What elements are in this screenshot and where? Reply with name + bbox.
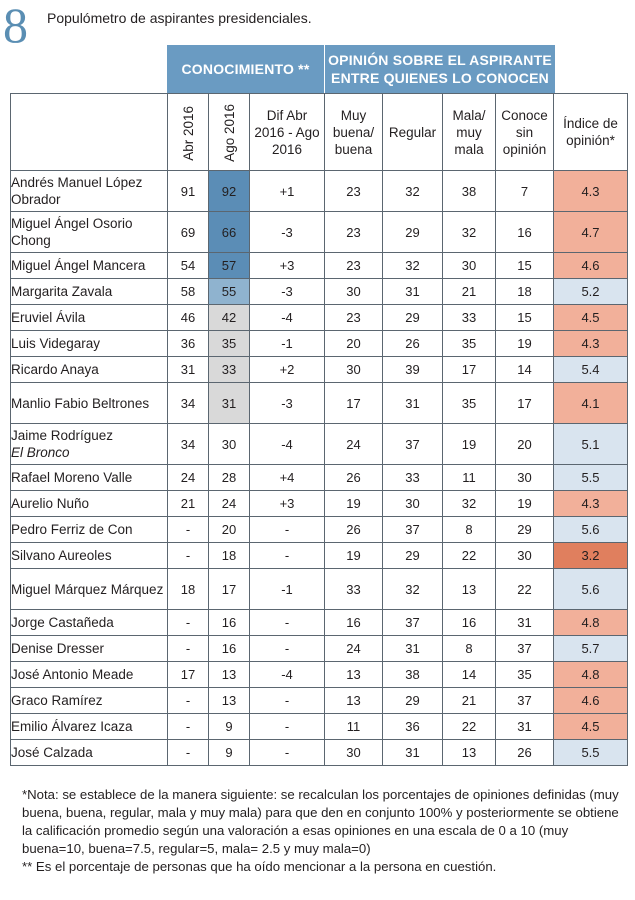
cell-regular: 36 (383, 714, 443, 740)
header-abr-2016: Abr 2016 (168, 94, 209, 171)
table-row (11, 740, 628, 766)
cell-dif: -3 (250, 212, 325, 253)
header-indice-opinion: Índice de opinión* (554, 94, 628, 171)
cell-conoce-sin-opinion: 14 (496, 357, 554, 383)
cell-mala: 35 (443, 383, 496, 424)
cell-ago-2016: 17 (209, 569, 250, 610)
cell-muy-buena: 24 (325, 424, 383, 465)
candidate-name (11, 688, 168, 714)
table-row (11, 305, 628, 331)
cell-muy-buena: 17 (325, 383, 383, 424)
cell-indice-opinion: 4.8 (554, 662, 628, 688)
cell-muy-buena: 26 (325, 517, 383, 543)
candidate-name (11, 465, 168, 491)
cell-dif: -1 (250, 569, 325, 610)
cell-dif: - (250, 714, 325, 740)
candidate-name-text: Aurelio Nuño (11, 496, 90, 511)
candidate-name (11, 212, 168, 253)
cell-conoce-sin-opinion: 30 (496, 465, 554, 491)
cell-abr-2016: 46 (168, 305, 209, 331)
candidate-name (11, 305, 168, 331)
cell-mala: 19 (443, 424, 496, 465)
cell-ago-2016: 16 (209, 636, 250, 662)
cell-dif: +3 (250, 491, 325, 517)
cell-abr-2016: 24 (168, 465, 209, 491)
header-dif: Dif Abr 2016 - Ago 2016 (250, 94, 325, 171)
cell-abr-2016: 18 (168, 569, 209, 610)
cell-conoce-sin-opinion: 15 (496, 253, 554, 279)
cell-ago-2016: 24 (209, 491, 250, 517)
cell-mala: 22 (443, 543, 496, 569)
cell-regular: 33 (383, 465, 443, 491)
cell-indice-opinion: 4.7 (554, 212, 628, 253)
cell-mala: 17 (443, 357, 496, 383)
cell-muy-buena: 30 (325, 740, 383, 766)
cell-regular: 26 (383, 331, 443, 357)
cell-indice-opinion: 5.5 (554, 740, 628, 766)
table-row (11, 383, 628, 424)
candidate-name (11, 636, 168, 662)
cell-muy-buena: 33 (325, 569, 383, 610)
cell-muy-buena: 11 (325, 714, 383, 740)
cell-conoce-sin-opinion: 31 (496, 714, 554, 740)
cell-ago-2016: 57 (209, 253, 250, 279)
cell-mala: 21 (443, 688, 496, 714)
cell-abr-2016: - (168, 543, 209, 569)
figure-number: 8 (3, 0, 28, 53)
cell-muy-buena: 30 (325, 357, 383, 383)
cell-mala: 22 (443, 714, 496, 740)
cell-ago-2016: 13 (209, 688, 250, 714)
candidate-name-text: Emilio Álvarez Icaza (11, 719, 133, 734)
cell-indice-opinion: 4.6 (554, 688, 628, 714)
table-row (11, 569, 628, 610)
candidate-name-text: Miguel Márquez Márquez (11, 581, 164, 597)
table-row (11, 465, 628, 491)
cell-muy-buena: 30 (325, 279, 383, 305)
cell-conoce-sin-opinion: 26 (496, 740, 554, 766)
candidate-name-text: Silvano Aureoles (11, 548, 112, 563)
candidate-name-text: Miguel Ángel Mancera (11, 258, 146, 273)
cell-mala: 32 (443, 212, 496, 253)
table-row (11, 517, 628, 543)
cell-dif: +1 (250, 171, 325, 212)
cell-regular: 31 (383, 279, 443, 305)
cell-conoce-sin-opinion: 22 (496, 569, 554, 610)
table-row (11, 212, 628, 253)
candidate-name-text: Ricardo Anaya (11, 362, 99, 377)
cell-conoce-sin-opinion: 37 (496, 636, 554, 662)
cell-abr-2016: - (168, 517, 209, 543)
table-row (11, 610, 628, 636)
cell-abr-2016: 36 (168, 331, 209, 357)
cell-abr-2016: 31 (168, 357, 209, 383)
cell-conoce-sin-opinion: 17 (496, 383, 554, 424)
header-muy-buena: Muy buena/ buena (325, 94, 383, 171)
candidate-name-text: Graco Ramírez (11, 693, 103, 708)
candidate-name (11, 279, 168, 305)
cell-regular: 31 (383, 383, 443, 424)
cell-conoce-sin-opinion: 20 (496, 424, 554, 465)
table-row (11, 279, 628, 305)
cell-indice-opinion: 5.7 (554, 636, 628, 662)
note-conocimiento: ** Es el porcentaje de personas que ha oído mencionar a la persona en cuestión. (22, 859, 497, 874)
cell-muy-buena: 13 (325, 662, 383, 688)
cell-indice-opinion: 4.1 (554, 383, 628, 424)
cell-dif: -1 (250, 331, 325, 357)
candidate-name (11, 517, 168, 543)
candidate-name-text: Manlio Fabio Beltrones (11, 395, 150, 411)
candidate-name (11, 383, 168, 424)
cell-ago-2016: 66 (209, 212, 250, 253)
cell-abr-2016: 54 (168, 253, 209, 279)
header-name (11, 94, 168, 171)
candidate-name (11, 662, 168, 688)
cell-regular: 32 (383, 171, 443, 212)
cell-mala: 13 (443, 740, 496, 766)
cell-indice-opinion: 4.3 (554, 331, 628, 357)
table-row (11, 543, 628, 569)
cell-dif: -3 (250, 279, 325, 305)
table-row (11, 662, 628, 688)
cell-regular: 32 (383, 253, 443, 279)
cell-mala: 13 (443, 569, 496, 610)
group-header-opinion: OPINIÓN SOBRE EL ASPIRANTE ENTRE QUIENES LO CONOCEN (325, 45, 555, 93)
candidate-name (11, 714, 168, 740)
cell-regular: 38 (383, 662, 443, 688)
candidate-name (11, 543, 168, 569)
cell-ago-2016: 33 (209, 357, 250, 383)
candidate-name (11, 253, 168, 279)
cell-abr-2016: 34 (168, 383, 209, 424)
figure-title: Populómetro de aspirantes presidenciales. (47, 10, 312, 26)
cell-dif: +3 (250, 253, 325, 279)
cell-dif: -4 (250, 662, 325, 688)
cell-regular: 39 (383, 357, 443, 383)
cell-muy-buena: 23 (325, 212, 383, 253)
cell-mala: 38 (443, 171, 496, 212)
table-row (11, 331, 628, 357)
cell-ago-2016: 16 (209, 610, 250, 636)
cell-dif: - (250, 636, 325, 662)
populometro-table (10, 93, 628, 766)
cell-abr-2016: 17 (168, 662, 209, 688)
cell-ago-2016: 20 (209, 517, 250, 543)
cell-indice-opinion: 4.6 (554, 253, 628, 279)
candidate-name (11, 491, 168, 517)
table-row (11, 171, 628, 212)
cell-conoce-sin-opinion: 35 (496, 662, 554, 688)
notes (22, 786, 622, 876)
cell-regular: 29 (383, 543, 443, 569)
table-row (11, 357, 628, 383)
cell-abr-2016: - (168, 688, 209, 714)
cell-ago-2016: 9 (209, 714, 250, 740)
cell-muy-buena: 23 (325, 253, 383, 279)
cell-regular: 31 (383, 740, 443, 766)
header-regular: Regular (383, 94, 443, 171)
candidate-name (11, 740, 168, 766)
cell-indice-opinion: 5.1 (554, 424, 628, 465)
cell-abr-2016: 34 (168, 424, 209, 465)
cell-indice-opinion: 3.2 (554, 543, 628, 569)
cell-muy-buena: 16 (325, 610, 383, 636)
cell-ago-2016: 31 (209, 383, 250, 424)
candidate-name-text: José Calzada (11, 745, 93, 760)
cell-muy-buena: 23 (325, 305, 383, 331)
cell-muy-buena: 19 (325, 543, 383, 569)
note-indice: *Nota: se establece de la manera siguiente: se recalculan los porcentajes de opiniones definidas (muy buena, buena, regular, mala y muy mala) para que den en conjunto 100% y posteriormente se obtiene la calificación promedio según una valoración a esas opiniones en una escala de 0 a 10 (muy buena=10, buena=7.5, regular=5, mala= 2.5 y muy mala=0) (22, 787, 619, 856)
candidate-name (11, 357, 168, 383)
cell-regular: 31 (383, 636, 443, 662)
candidate-name-text: Eruviel Ávila (11, 310, 86, 325)
table-row (11, 253, 628, 279)
cell-abr-2016: 91 (168, 171, 209, 212)
cell-ago-2016: 55 (209, 279, 250, 305)
cell-dif: +4 (250, 465, 325, 491)
header-ago-2016: Ago 2016 (209, 94, 250, 171)
cell-dif: +2 (250, 357, 325, 383)
cell-regular: 32 (383, 569, 443, 610)
cell-ago-2016: 42 (209, 305, 250, 331)
cell-conoce-sin-opinion: 37 (496, 688, 554, 714)
cell-muy-buena: 24 (325, 636, 383, 662)
cell-conoce-sin-opinion: 29 (496, 517, 554, 543)
cell-dif: - (250, 740, 325, 766)
cell-ago-2016: 92 (209, 171, 250, 212)
table-row (11, 714, 628, 740)
cell-conoce-sin-opinion: 30 (496, 543, 554, 569)
header-conoce-sin-opinion: Conoce sin opinión (496, 94, 554, 171)
cell-mala: 8 (443, 636, 496, 662)
cell-indice-opinion: 4.5 (554, 305, 628, 331)
cell-mala: 33 (443, 305, 496, 331)
candidate-name-text: Luis Videgaray (11, 336, 101, 351)
candidate-name-text: Miguel Ángel Osorio Chong (11, 216, 133, 248)
cell-muy-buena: 26 (325, 465, 383, 491)
cell-indice-opinion: 5.6 (554, 569, 628, 610)
candidate-name (11, 331, 168, 357)
cell-mala: 8 (443, 517, 496, 543)
candidate-name-text: Andrés Manuel López Obrador (11, 175, 143, 207)
cell-muy-buena: 13 (325, 688, 383, 714)
cell-regular: 29 (383, 305, 443, 331)
cell-regular: 37 (383, 424, 443, 465)
cell-conoce-sin-opinion: 31 (496, 610, 554, 636)
cell-indice-opinion: 4.8 (554, 610, 628, 636)
cell-conoce-sin-opinion: 16 (496, 212, 554, 253)
cell-ago-2016: 35 (209, 331, 250, 357)
cell-indice-opinion: 5.2 (554, 279, 628, 305)
cell-regular: 30 (383, 491, 443, 517)
cell-regular: 29 (383, 688, 443, 714)
cell-indice-opinion: 4.3 (554, 171, 628, 212)
cell-dif: - (250, 610, 325, 636)
cell-conoce-sin-opinion: 15 (496, 305, 554, 331)
cell-ago-2016: 28 (209, 465, 250, 491)
candidate-name (11, 569, 168, 610)
cell-mala: 35 (443, 331, 496, 357)
candidate-name-text: Rafael Moreno Valle (11, 470, 133, 485)
cell-regular: 37 (383, 610, 443, 636)
candidate-name (11, 171, 168, 212)
table-row (11, 424, 628, 465)
cell-indice-opinion: 5.4 (554, 357, 628, 383)
cell-mala: 14 (443, 662, 496, 688)
cell-mala: 30 (443, 253, 496, 279)
cell-dif: -4 (250, 305, 325, 331)
cell-mala: 32 (443, 491, 496, 517)
cell-dif: - (250, 517, 325, 543)
cell-indice-opinion: 4.3 (554, 491, 628, 517)
cell-abr-2016: 58 (168, 279, 209, 305)
cell-regular: 29 (383, 212, 443, 253)
cell-conoce-sin-opinion: 19 (496, 491, 554, 517)
cell-indice-opinion: 5.6 (554, 517, 628, 543)
cell-dif: - (250, 543, 325, 569)
cell-muy-buena: 19 (325, 491, 383, 517)
cell-mala: 11 (443, 465, 496, 491)
cell-ago-2016: 30 (209, 424, 250, 465)
candidate-name-text: Denise Dresser (11, 641, 105, 656)
cell-dif: -4 (250, 424, 325, 465)
cell-abr-2016: 69 (168, 212, 209, 253)
cell-conoce-sin-opinion: 19 (496, 331, 554, 357)
cell-indice-opinion: 4.5 (554, 714, 628, 740)
cell-ago-2016: 18 (209, 543, 250, 569)
cell-dif: - (250, 688, 325, 714)
cell-mala: 16 (443, 610, 496, 636)
cell-ago-2016: 13 (209, 662, 250, 688)
candidate-name-text: Jaime Rodríguez (11, 428, 114, 443)
candidate-name-text: Jorge Castañeda (11, 615, 114, 630)
cell-indice-opinion: 5.5 (554, 465, 628, 491)
group-header-conocimiento: CONOCIMIENTO ** (167, 45, 324, 93)
cell-abr-2016: - (168, 636, 209, 662)
candidate-name-text: José Antonio Meade (11, 667, 134, 682)
cell-abr-2016: - (168, 714, 209, 740)
cell-abr-2016: - (168, 740, 209, 766)
candidate-name (11, 424, 168, 465)
candidate-name-text: Margarita Zavala (11, 284, 113, 299)
cell-conoce-sin-opinion: 7 (496, 171, 554, 212)
header-mala: Mala/ muy mala (443, 94, 496, 171)
cell-dif: -3 (250, 383, 325, 424)
candidate-name (11, 610, 168, 636)
table-row (11, 636, 628, 662)
table-row (11, 491, 628, 517)
cell-abr-2016: - (168, 610, 209, 636)
cell-regular: 37 (383, 517, 443, 543)
table-row (11, 688, 628, 714)
candidate-name-text: Pedro Ferriz de Con (11, 522, 133, 537)
candidate-nickname: El Bronco (11, 445, 70, 460)
cell-conoce-sin-opinion: 18 (496, 279, 554, 305)
cell-muy-buena: 20 (325, 331, 383, 357)
cell-abr-2016: 21 (168, 491, 209, 517)
cell-mala: 21 (443, 279, 496, 305)
table-body (11, 171, 628, 766)
cell-muy-buena: 23 (325, 171, 383, 212)
cell-ago-2016: 9 (209, 740, 250, 766)
